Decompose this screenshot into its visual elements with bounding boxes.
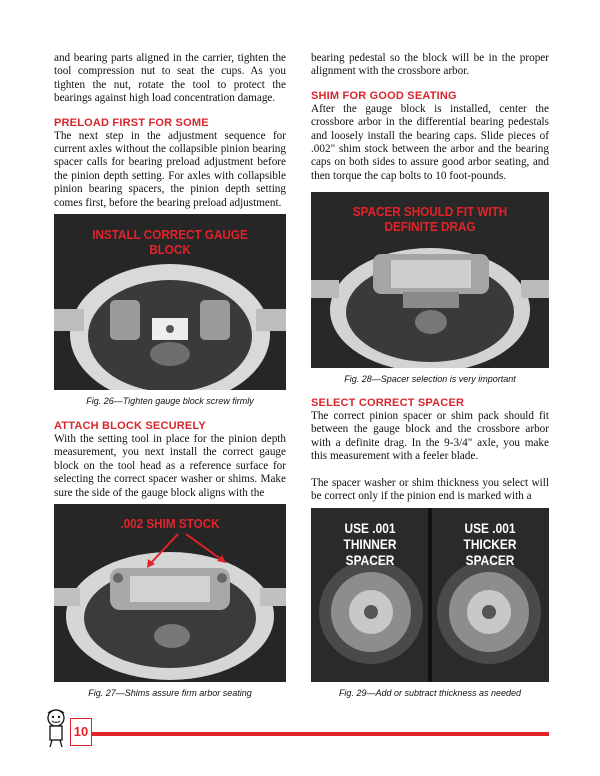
figure-26-photo (54, 214, 286, 390)
heading-attach-block: ATTACH BLOCK SECURELY (54, 420, 206, 432)
figure-26-label: INSTALL CORRECT GAUGE BLOCK (92, 227, 248, 257)
footer-rule (92, 732, 549, 736)
figure-29-caption: Fig. 29—Add or subtract thickness as needed (338, 688, 522, 698)
figure-27-caption: Fig. 27—Shims assure firm arbor seating (88, 688, 252, 698)
left-column-middle (54, 420, 286, 500)
right-paragraph-1: bearing pedestal so the block will be in the proper alignment with the crossbore arbor. (311, 52, 549, 78)
figure-28-caption: Fig. 28—Spacer selection is very important (344, 374, 516, 384)
page-number: 10 (73, 724, 89, 739)
heading-select-spacer: SELECT CORRECT SPACER (311, 397, 465, 409)
figure-28-label-line2: DEFINITE DRAG (384, 219, 476, 234)
figure-29-left-line1: USE .001 (344, 520, 396, 536)
right-column-middle (311, 397, 549, 503)
figure-29-right-line1: USE .001 (464, 520, 516, 536)
figure-28-photo (311, 192, 549, 368)
figure-28-label-line1: SPACER SHOULD FIT WITH (352, 204, 508, 219)
figure-27-label: .002 SHIM STOCK (120, 516, 220, 531)
figure-26-caption: Fig. 26—Tighten gauge block screw firmly (86, 396, 254, 406)
figure-29-left-line2: THINNER SPACER (343, 536, 397, 568)
right-paragraph-4: The spacer washer or shim thickness you select will be correct only if the pinion end is marked with a (311, 476, 549, 503)
left-paragraph-2: The next step in the adjustment sequence for current axles without the collapsible pinion bearing spacer calls for bearing preload adjustment before the pinion depth setting. For axles with collapsible pinion bearing spacers, the pinion depth setting comes first, before the bearing preload adjustment. (54, 129, 286, 209)
left-column-top (54, 52, 286, 210)
figure-29-photo (311, 508, 549, 682)
figure-29-right-line2: THICKER SPACER (463, 536, 517, 568)
left-paragraph-1: and bearing parts aligned in the carrier, tighten the tool compression nut to seat the cups. As you tighten the nut, rotate the tool to protect the bearings against high load concentration damage. (54, 52, 286, 105)
heading-preload: PRELOAD FIRST FOR SOME (54, 116, 209, 129)
right-column-top (311, 52, 549, 183)
page-number-box (70, 718, 92, 746)
figure-27-photo (54, 504, 286, 682)
right-paragraph-3: The correct pinion spacer or shim pack should fit between the gauge block and the crossbore arbor with a definite drag. In the 9-3/4" axle, you make this measurement with a feeler blade. (311, 410, 549, 463)
right-paragraph-2: After the gauge block is installed, center the crossbore arbor in the differential bearing pedestals and loosely install the bearing caps. Slide pieces of .002" shim stock between the arbor and the bearing caps on both sides to assure good arbor seating, and then torque the cap bolts to 10 foot-pounds. (311, 102, 549, 182)
heading-shim: SHIM FOR GOOD SEATING (311, 89, 457, 102)
left-paragraph-3: With the setting tool in place for the pinion depth measurement, you next install the correct gauge block on the tool head as a reference surface for selecting the correct spacer washer or shims. Make sure the side of the gauge block aligns with the (54, 433, 286, 499)
